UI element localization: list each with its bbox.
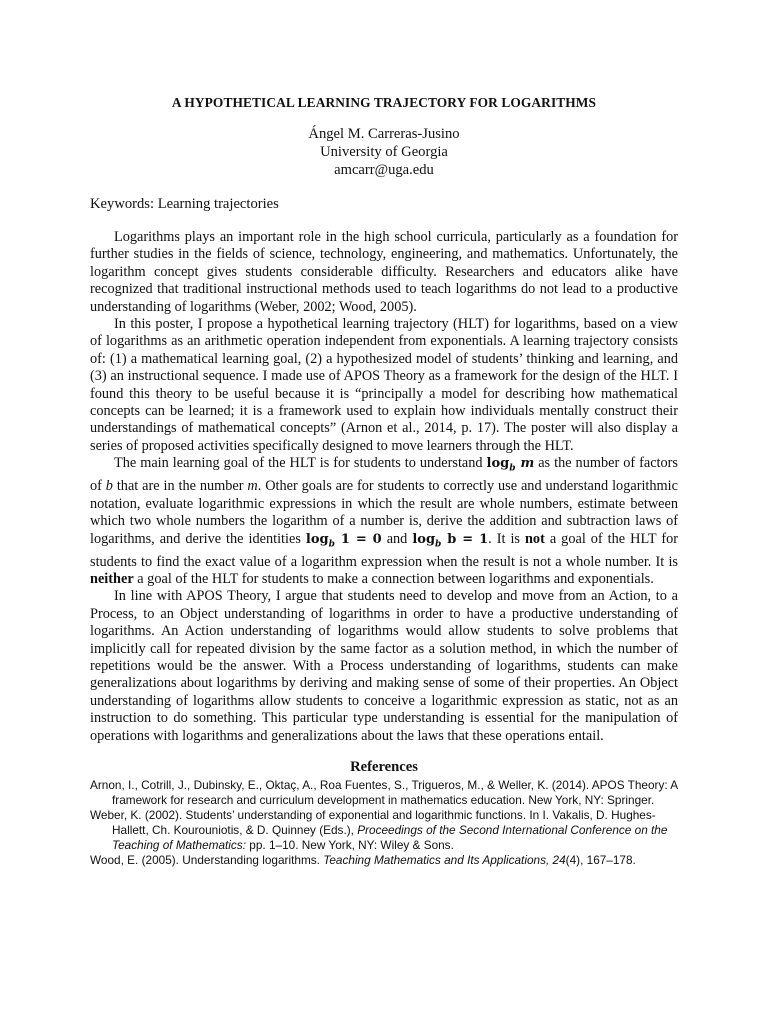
reference-text: Wood, E. (2005). Understanding logarithms.	[90, 852, 324, 867]
keywords: Keywords: Learning trajectories	[90, 196, 279, 212]
reference-item	[90, 808, 678, 853]
math-log: log	[412, 531, 436, 547]
var-m: m	[247, 478, 258, 495]
math-log: log	[305, 531, 329, 547]
reference-italic: Teaching Mathematics and Its Applications, 24	[323, 852, 566, 867]
author-affiliation: University of Georgia	[320, 144, 448, 160]
var-b: b	[105, 478, 113, 495]
reference-item	[90, 853, 678, 868]
references-heading: References	[350, 758, 418, 775]
reference-item: Arnon, I., Cotrill, J., Dubinsky, E., Oktaç, A., Roa Fuentes, S., Trigueros, M., & Weller, K. (2014). APOS Theory: A framework for research and curriculum development in mathematics education. New York, NY: Springer.	[90, 777, 678, 807]
reference-text: Weber, K. (2002). Students’ understanding of exponential and logarithmic functions. In I. Vakalis, D. Hughes-Hallett, Ch. Kourouniotis, & D. Quinney (Eds.),	[90, 807, 656, 837]
p3-text-d: . Other goals are for students to correctly use and understand logarithmic notation, evaluate logarithmic expressions in which the result are whole numbers, estimate between which two whole numbers the logarithm of a number is, derive the addition and subtraction laws of logarithms, and derive the identities	[90, 478, 678, 547]
reference-italic: Proceedings of the Second International Conference on the Teaching of Mathematics:	[112, 822, 668, 852]
author-block	[90, 125, 678, 179]
p3-text-g: a goal of the HLT for students to find the exact value of a logarithm expression when the result is not a whole number. It is	[90, 530, 679, 570]
p3-text-f: . It is	[488, 530, 525, 547]
paragraph-4: In line with APOS Theory, I argue that students need to develop and move from an Action, to a Process, to an Object understanding of logarithms in order to have a productive understanding of logarithms. An Action understanding of logarithms would allow students to solve problems that implicitly call for repeated division by the same factor as a solution method, in which the number of repetitions would be the answer. With a Process understanding of logarithms, students can make generalizations about logarithms by deriving and making sense of some of their properties. An Object understanding of logarithms allow students to conceive a logarithmic expression as static, not as an instruction to do something. This particular type understanding is essential for the manipulation of operations with logarithms and generalizations about the laws that these operations entail.	[90, 588, 678, 744]
paper-title: A HYPOTHETICAL LEARNING TRAJECTORY FOR LOGARITHMS	[171, 95, 597, 110]
math-log-b-1	[305, 531, 382, 550]
reference-text: (4), 167–178.	[565, 852, 636, 867]
math-log: log	[486, 456, 510, 472]
body-text	[90, 229, 678, 745]
math-sub: b	[435, 539, 442, 550]
p3-text-a: The main learning goal of the HLT is for students to understand	[114, 455, 487, 472]
math-sub: b	[328, 539, 335, 550]
reference-text: pp. 1–10. New York, NY: Wiley & Sons.	[246, 837, 454, 852]
math-rest: b = 1	[441, 531, 489, 547]
p3-text-b: as the number of factors of	[90, 455, 678, 495]
paragraph-2: In this poster, I propose a hypothetical learning trajectory (HLT) for logarithms, based on a view of logarithms as an arithmetic operation independent from exponentials. A learning trajectory consists of: (1) a mathematical learning goal, (2) a hypothesized model of students’ thinking and learning, and (3) an instructional sequence. I made use of APOS Theory as a framework for the design of the HLT. I found this theory to be useful because it is “principally a model for describing how mathematical concepts can be learned; it is a framework used to explain how individuals mentally construct their understandings of mathematical concepts” (Arnon et al., 2014, p. 17). The poster will also display a series of proposed activities specifically designed to move learners through the HLT.	[90, 316, 678, 454]
math-sub: b	[509, 463, 516, 474]
author-email: amcarr@uga.edu	[334, 162, 434, 178]
math-rest: 1 = 0	[334, 531, 382, 547]
paragraph-3	[90, 455, 678, 588]
p3-text-c: that are in the number	[112, 478, 248, 495]
emphasis-neither: neither	[90, 570, 134, 587]
emphasis-not: not	[524, 530, 545, 547]
p3-text-h: a goal of the HLT for students to make a connection between logarithms and exponentials.	[133, 570, 654, 587]
p3-text-e: and	[381, 530, 413, 547]
math-log-b-m	[486, 456, 535, 474]
math-log-b-b	[412, 531, 489, 550]
references-list	[90, 778, 678, 868]
author-name: Ángel M. Carreras-Jusino	[308, 126, 460, 142]
math-arg: m	[515, 456, 535, 472]
paragraph-1: Logarithms plays an important role in the high school curricula, particularly as a foundation for further studies in the fields of science, technology, engineering, and mathematics. Unfortunately, the logarithm concept gives students considerable difficulty. Researchers and educators alike have recognized that traditional instructional methods used to teach logarithms do not lead to a productive understanding of logarithms (Weber, 2002; Wood, 2005).	[90, 229, 678, 315]
